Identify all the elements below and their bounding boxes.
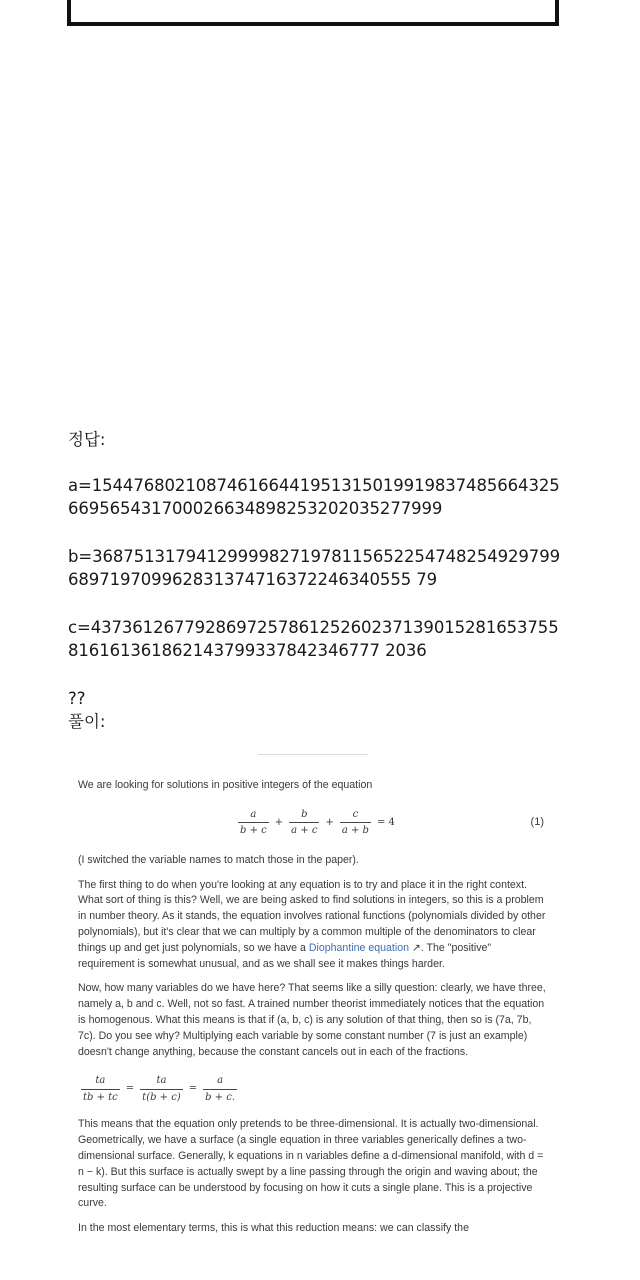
solution-label: 풀이: xyxy=(68,712,106,731)
paragraph-variables: Now, how many variables do we have here? That seems like a silly question: clearly, we have three, namely a, b and c. Well, not so fast. A trained number theorist immediately notices that the equation is homogenous. What this means is that if (a, b, c) is any solution of that thing, then so is (7a, 7b, 7c). Do you see why? Multiplying each variable by some constant number (7 is just an example) doesn't change anything, because the constant cancels out in each of the fractions. xyxy=(78,982,546,1058)
fraction: $\frac{c}{a + b}$ xyxy=(340,807,371,840)
note-text: (I switched the variable names to match those in the paper). xyxy=(78,853,359,866)
diophantine-link[interactable]: Diophantine equation xyxy=(308,941,409,954)
answer-label: 정답: xyxy=(68,430,106,449)
external-link-icon: ↗ xyxy=(411,941,421,954)
fraction: $\frac{a}{b + c}$ xyxy=(238,807,269,840)
paragraph-dimension: This means that the equation only pretends to be three-dimensional. It is actually two-dimensional. Geometrically, we have a surface (a single equation in three variables generically defines a two-dimensional surface. Generally, k equations in n variables define a d-dimensional manifold, with d = n − k). But this surface is actually swept by a line passing through the origin and waving about; the resulting surface can be understood by focusing on how it cuts a single plane. This is a projective curve. xyxy=(78,1118,544,1210)
answer-section xyxy=(68,428,568,734)
question-marks: ?? xyxy=(68,688,86,708)
answer-c: c=437361267792869725786125260237139015281653755816161361862143799337842346777 2036 xyxy=(68,617,559,660)
answer-b: b=368751317941299998271978115652254748254929799689719709962831374716372246340555 79 xyxy=(68,546,561,589)
excerpt-screenshot xyxy=(78,778,548,1246)
equation-1: $\frac{a}{b + c}$ + $\frac{b}{a + c}$ + $\frac{c}{a + b}$ = 4 (1) xyxy=(78,803,548,847)
fraction: $\frac{b}{a + c}$ xyxy=(289,807,319,840)
divider-line xyxy=(258,754,368,755)
answer-a: a=154476802108746166441951315019919837485664325669565431700026634898253202035277999 xyxy=(68,475,560,518)
intro-text: We are looking for solutions in positive integers of the equation xyxy=(78,779,373,791)
paragraph-reduction: In the most elementary terms, this is what this reduction means: we can classify the xyxy=(78,1222,469,1235)
paragraph-context: The first thing to do when you're looking at any equation is to try and place it in the right context. What sort of thing is this? Well, we are being asked to find solutions in integers, so this is a problem in number theory. As it stands, the equation involves rational functions (polynomials divided by other polynomials), but it's clear that we can multiply by a common multiple of the denominators to clear things up and get just polynomials, so we have a Diophantine equation ↗. The "positive" requirement is somewhat unusual, and as we shall see it makes things harder. xyxy=(78,878,546,970)
equation-number: (1) xyxy=(530,815,544,828)
equation-homogeneous: $\frac{ta}{tb + tc}$ = $\frac{ta}{t(b + c)}$ = $\frac{a}{b + c.}$ xyxy=(78,1069,548,1109)
top-frame-box xyxy=(67,0,559,26)
